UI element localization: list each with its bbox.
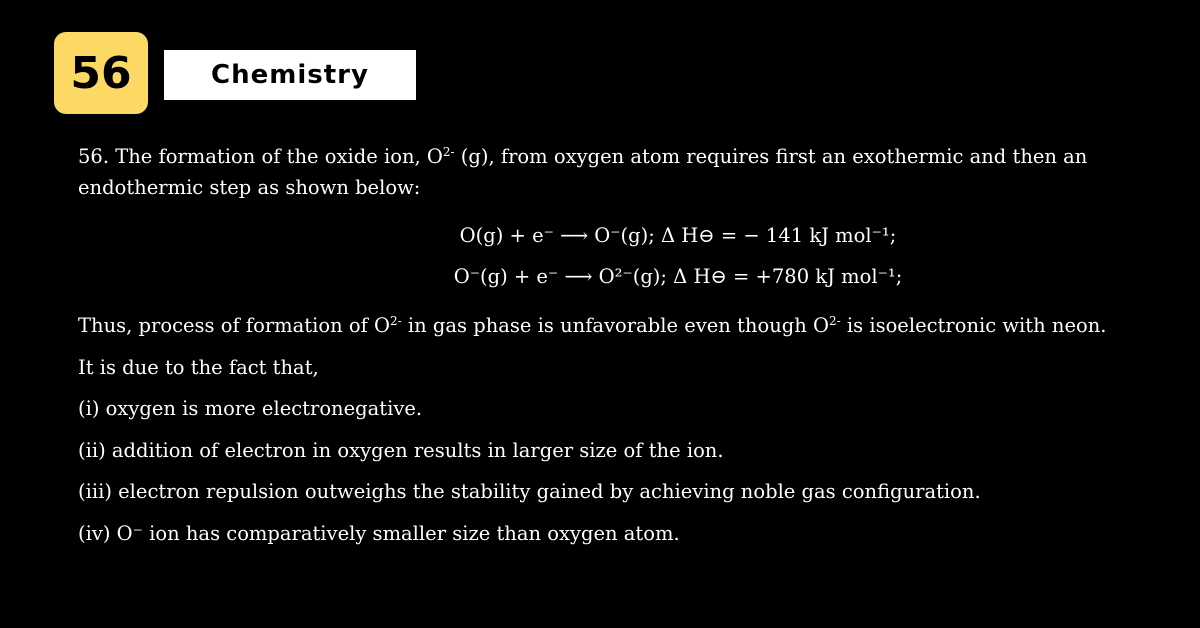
stem-text-start: 56. The formation of the oxide ion, O (78, 145, 443, 168)
option-iv: (iv) O⁻ ion has comparatively smaller size than oxygen atom. (78, 521, 680, 545)
option-i: (i) oxygen is more electronegative. (78, 397, 423, 420)
question-number-badge: 56 (54, 32, 148, 114)
question-body (78, 141, 1168, 554)
conclusion-text-2: in gas phase is unfavorable even though O (401, 314, 829, 337)
equation-1: O(g) + e⁻ ⟶ O⁻(g); Δ H⊖ = − 141 kJ mol⁻¹; (459, 224, 897, 247)
conclusion-superscript-1: 2- (390, 314, 402, 328)
reason-intro: It is due to the fact that, (78, 355, 319, 379)
conclusion-text-3: is isoelectronic with neon. (840, 314, 1107, 337)
stem-text-end: (g), from oxygen atom requires first an exothermic and then an endothermic step as shown below: (78, 145, 1088, 199)
conclusion-line (78, 305, 1168, 347)
option-ii: (ii) addition of electron in oxygen results in larger size of the ion. (78, 438, 724, 462)
conclusion-text-1: Thus, process of formation of O (78, 314, 391, 337)
conclusion-superscript-2: 2- (828, 314, 841, 328)
question-stem (78, 141, 1168, 203)
option-iii: (iii) electron repulsion outweighs the stability gained by achieving noble gas configuration. (78, 480, 981, 503)
subject-label: Chemistry (164, 50, 416, 100)
equation-2: O⁻(g) + e⁻ ⟶ O²⁻(g); Δ H⊖ = +780 kJ mol⁻¹; (453, 265, 903, 288)
equation-block (78, 215, 1168, 297)
ion-charge-superscript: 2- (442, 145, 455, 159)
